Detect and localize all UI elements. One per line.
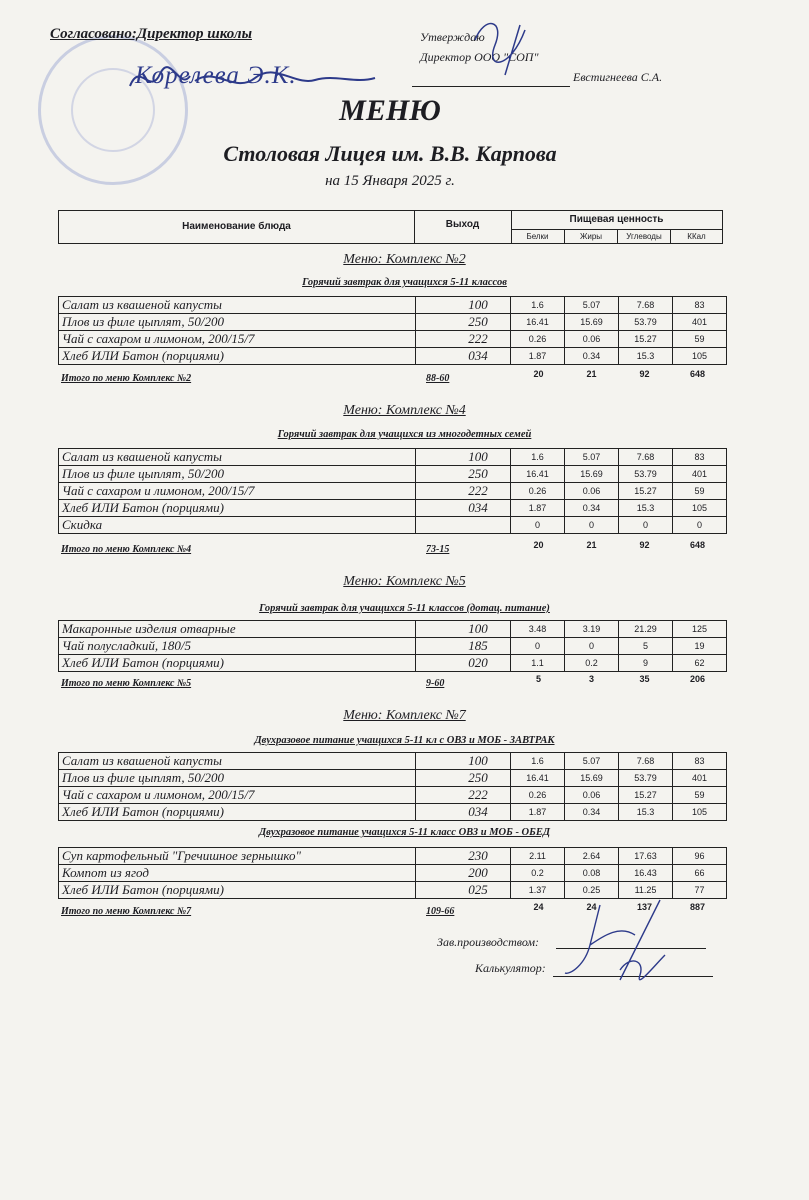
dish-output: 222	[416, 331, 511, 348]
dish-carbs: 7.68	[619, 753, 673, 770]
approval-left-label: Согласовано:Директор школы	[50, 26, 252, 42]
total-carbs: 35	[639, 674, 650, 684]
dish-name: Хлеб ИЛИ Батон (порциями)	[59, 500, 416, 517]
dish-protein: 16.41	[511, 314, 565, 331]
dish-output: 200	[416, 865, 511, 882]
table-row	[59, 638, 727, 655]
dish-fat: 0.2	[565, 655, 619, 672]
dish-name: Салат из квашеной капусты	[59, 753, 416, 770]
dish-protein: 2.11	[511, 848, 565, 865]
dish-kcal: 125	[673, 621, 727, 638]
dish-protein: 1.6	[511, 449, 565, 466]
approval-right-line1: Утверждаю	[420, 30, 485, 44]
right-signature	[465, 10, 545, 80]
dish-protein: 16.41	[511, 466, 565, 483]
dish-name: Суп картофельный "Гречишное зернышко"	[59, 848, 416, 865]
dish-name: Плов из филе цыплят, 50/200	[59, 314, 416, 331]
dish-fat: 5.07	[565, 449, 619, 466]
dish-name: Хлеб ИЛИ Батон (порциями)	[59, 804, 416, 821]
dish-kcal: 83	[673, 297, 727, 314]
table-header	[58, 210, 723, 244]
approval-right-line2: Директор ООО "СОП"	[420, 50, 539, 64]
dish-fat: 0.34	[565, 804, 619, 821]
table-row	[59, 787, 727, 804]
dish-carbs: 21.29	[619, 621, 673, 638]
total-label: Итого по меню Комплекс №7	[61, 906, 192, 917]
menu-table	[58, 847, 727, 899]
table-row	[59, 297, 727, 314]
total-kcal: 887	[689, 902, 706, 912]
total-kcal: 648	[689, 369, 706, 379]
dish-name: Салат из квашеной капусты	[59, 297, 416, 314]
dish-kcal: 59	[673, 331, 727, 348]
canteen-name: Столовая Лицея им. В.В. Карпова	[223, 141, 557, 166]
table-row	[59, 804, 727, 821]
dish-fat: 15.69	[565, 314, 619, 331]
table-row	[59, 517, 727, 534]
page-title: МЕНЮ	[339, 94, 441, 127]
dish-kcal: 401	[673, 466, 727, 483]
dish-output: 230	[416, 848, 511, 865]
total-label: Итого по меню Комплекс №4	[61, 544, 192, 555]
dish-fat: 2.64	[565, 848, 619, 865]
dish-protein: 0	[511, 638, 565, 655]
dish-kcal: 77	[673, 882, 727, 899]
dish-protein: 1.6	[511, 753, 565, 770]
section-title: Меню: Комплекс №4	[343, 403, 466, 418]
dish-fat: 0.08	[565, 865, 619, 882]
dish-output: 222	[416, 483, 511, 500]
section-title: Меню: Комплекс №2	[343, 252, 466, 267]
total-row	[58, 540, 723, 558]
dish-protein: 0.26	[511, 483, 565, 500]
dish-protein: 3.48	[511, 621, 565, 638]
total-fat: 21	[586, 540, 597, 550]
table-row	[59, 848, 727, 865]
table-row	[59, 314, 727, 331]
header-nutrition: Пищевая ценность	[511, 211, 722, 230]
dish-carbs: 53.79	[619, 770, 673, 787]
menu-table	[58, 296, 727, 365]
dish-fat: 3.19	[565, 621, 619, 638]
dish-output: 100	[416, 753, 511, 770]
dish-carbs: 17.63	[619, 848, 673, 865]
dish-carbs: 16.43	[619, 865, 673, 882]
dish-fat: 15.69	[565, 466, 619, 483]
total-carbs: 92	[639, 540, 650, 550]
approval-right-name: Евстигнеева С.А.	[573, 70, 663, 84]
section-subtitle: Горячий завтрак для учащихся 5-11 классов	[302, 277, 507, 288]
dish-fat: 0.34	[565, 500, 619, 517]
dish-protein: 1.6	[511, 297, 565, 314]
dish-name: Компот из ягод	[59, 865, 416, 882]
dish-fat: 5.07	[565, 753, 619, 770]
dish-kcal: 59	[673, 483, 727, 500]
dish-fat: 0	[565, 517, 619, 534]
dish-protein: 1.1	[511, 655, 565, 672]
dish-output: 034	[416, 500, 511, 517]
dish-output: 250	[416, 466, 511, 483]
header-fat: Жиры	[565, 230, 618, 243]
dish-carbs: 15.27	[619, 787, 673, 804]
dish-carbs: 15.27	[619, 483, 673, 500]
dish-kcal: 105	[673, 348, 727, 365]
dish-output: 250	[416, 314, 511, 331]
dish-carbs: 15.3	[619, 804, 673, 821]
menu-table	[58, 752, 727, 821]
dish-name: Скидка	[59, 517, 416, 534]
dish-fat: 15.69	[565, 770, 619, 787]
section-subtitle-lunch: Двухразовое питание учащихся 5-11 класс ОВЗ и МОБ - ОБЕД	[258, 827, 550, 838]
footer-signature	[560, 895, 690, 985]
table-row	[59, 466, 727, 483]
dish-carbs: 11.25	[619, 882, 673, 899]
table-row	[59, 500, 727, 517]
table-row	[59, 331, 727, 348]
section-title: Меню: Комплекс №7	[343, 708, 466, 723]
section-title: Меню: Комплекс №5	[343, 574, 466, 589]
dish-carbs: 7.68	[619, 297, 673, 314]
dish-kcal: 83	[673, 753, 727, 770]
header-carbs: Углеводы	[618, 230, 671, 243]
dish-carbs: 15.3	[619, 500, 673, 517]
dish-name: Салат из квашеной капусты	[59, 449, 416, 466]
dish-fat: 5.07	[565, 297, 619, 314]
dish-output	[416, 517, 511, 534]
dish-carbs: 15.3	[619, 348, 673, 365]
dish-carbs: 53.79	[619, 466, 673, 483]
dish-kcal: 19	[673, 638, 727, 655]
total-protein: 20	[533, 540, 544, 550]
dish-fat: 0.06	[565, 787, 619, 804]
table-row	[59, 348, 727, 365]
dish-kcal: 62	[673, 655, 727, 672]
dish-kcal: 83	[673, 449, 727, 466]
total-output: 88-60	[426, 373, 450, 384]
dish-kcal: 401	[673, 314, 727, 331]
dish-fat: 0.06	[565, 483, 619, 500]
total-kcal: 206	[689, 674, 706, 684]
dish-output: 034	[416, 348, 511, 365]
dish-name: Плов из филе цыплят, 50/200	[59, 466, 416, 483]
total-protein: 24	[533, 902, 544, 912]
total-fat: 21	[586, 369, 597, 379]
dish-protein: 1.37	[511, 882, 565, 899]
dish-protein: 1.87	[511, 500, 565, 517]
dish-name: Чай полусладкий, 180/5	[59, 638, 416, 655]
footer-calculator-label: Калькулятор:	[475, 961, 546, 975]
dish-output: 100	[416, 449, 511, 466]
dish-protein: 1.87	[511, 348, 565, 365]
dish-carbs: 5	[619, 638, 673, 655]
header-output: Выход	[414, 211, 512, 243]
table-row	[59, 865, 727, 882]
total-output: 109-66	[426, 906, 455, 917]
footer-production-label: Зав.производством:	[437, 935, 540, 949]
dish-carbs: 0	[619, 517, 673, 534]
dish-protein: 0.26	[511, 787, 565, 804]
right-sign-line	[412, 86, 570, 87]
menu-date: на 15 Января 2025 г.	[325, 173, 455, 189]
dish-carbs: 15.27	[619, 331, 673, 348]
dish-protein: 0	[511, 517, 565, 534]
total-protein: 20	[533, 369, 544, 379]
dish-protein: 1.87	[511, 804, 565, 821]
total-output: 9-60	[426, 678, 445, 689]
dish-output: 100	[416, 621, 511, 638]
total-carbs: 137	[636, 902, 653, 912]
dish-kcal: 0	[673, 517, 727, 534]
dish-output: 100	[416, 297, 511, 314]
dish-name: Чай с сахаром и лимоном, 200/15/7	[59, 787, 416, 804]
table-row	[59, 449, 727, 466]
menu-table	[58, 448, 727, 534]
dish-name: Хлеб ИЛИ Батон (порциями)	[59, 348, 416, 365]
dish-protein: 16.41	[511, 770, 565, 787]
total-fat: 24	[586, 902, 597, 912]
dish-kcal: 105	[673, 804, 727, 821]
section-subtitle: Двухразовое питание учащихся 5-11 кл с ОВЗ и МОБ - ЗАВТРАК	[254, 735, 555, 746]
header-kcal: ККал	[687, 232, 706, 241]
dish-protein: 0.26	[511, 331, 565, 348]
table-row	[59, 753, 727, 770]
table-row	[59, 621, 727, 638]
dish-name: Плов из филе цыплят, 50/200	[59, 770, 416, 787]
dish-fat: 0	[565, 638, 619, 655]
dish-carbs: 7.68	[619, 449, 673, 466]
total-label: Итого по меню Комплекс №5	[61, 678, 192, 689]
dish-name: Чай с сахаром и лимоном, 200/15/7	[59, 331, 416, 348]
dish-output: 025	[416, 882, 511, 899]
dish-fat: 0.25	[565, 882, 619, 899]
dish-kcal: 96	[673, 848, 727, 865]
total-kcal: 648	[689, 540, 706, 550]
dish-kcal: 59	[673, 787, 727, 804]
dish-name: Чай с сахаром и лимоном, 200/15/7	[59, 483, 416, 500]
dish-fat: 0.06	[565, 331, 619, 348]
dish-output: 034	[416, 804, 511, 821]
dish-fat: 0.34	[565, 348, 619, 365]
total-row	[58, 369, 723, 387]
table-row	[59, 655, 727, 672]
table-row	[59, 483, 727, 500]
dish-kcal: 105	[673, 500, 727, 517]
header-protein: Белки	[511, 230, 565, 243]
header-dish: Наименование блюда	[59, 211, 415, 243]
dish-output: 185	[416, 638, 511, 655]
dish-protein: 0.2	[511, 865, 565, 882]
dish-name: Хлеб ИЛИ Батон (порциями)	[59, 882, 416, 899]
dish-name: Хлеб ИЛИ Батон (порциями)	[59, 655, 416, 672]
dish-output: 250	[416, 770, 511, 787]
section-subtitle: Горячий завтрак для учащихся 5-11 классов (дотац. питание)	[259, 603, 550, 614]
total-fat: 3	[588, 674, 594, 684]
total-row	[58, 674, 723, 692]
dish-kcal: 401	[673, 770, 727, 787]
dish-name: Макаронные изделия отварные	[59, 621, 416, 638]
dish-output: 222	[416, 787, 511, 804]
dish-output: 020	[416, 655, 511, 672]
dish-carbs: 53.79	[619, 314, 673, 331]
table-row	[59, 770, 727, 787]
menu-table	[58, 620, 727, 672]
total-output: 73-15	[426, 544, 450, 555]
dish-carbs: 9	[619, 655, 673, 672]
total-label: Итого по меню Комплекс №2	[61, 373, 192, 384]
dish-kcal: 66	[673, 865, 727, 882]
total-carbs: 92	[639, 369, 650, 379]
section-subtitle: Горячий завтрак для учащихся из многодетных семей	[277, 429, 532, 440]
total-protein: 5	[535, 674, 541, 684]
left-signature-name: Корелева Э.К.	[135, 62, 297, 89]
